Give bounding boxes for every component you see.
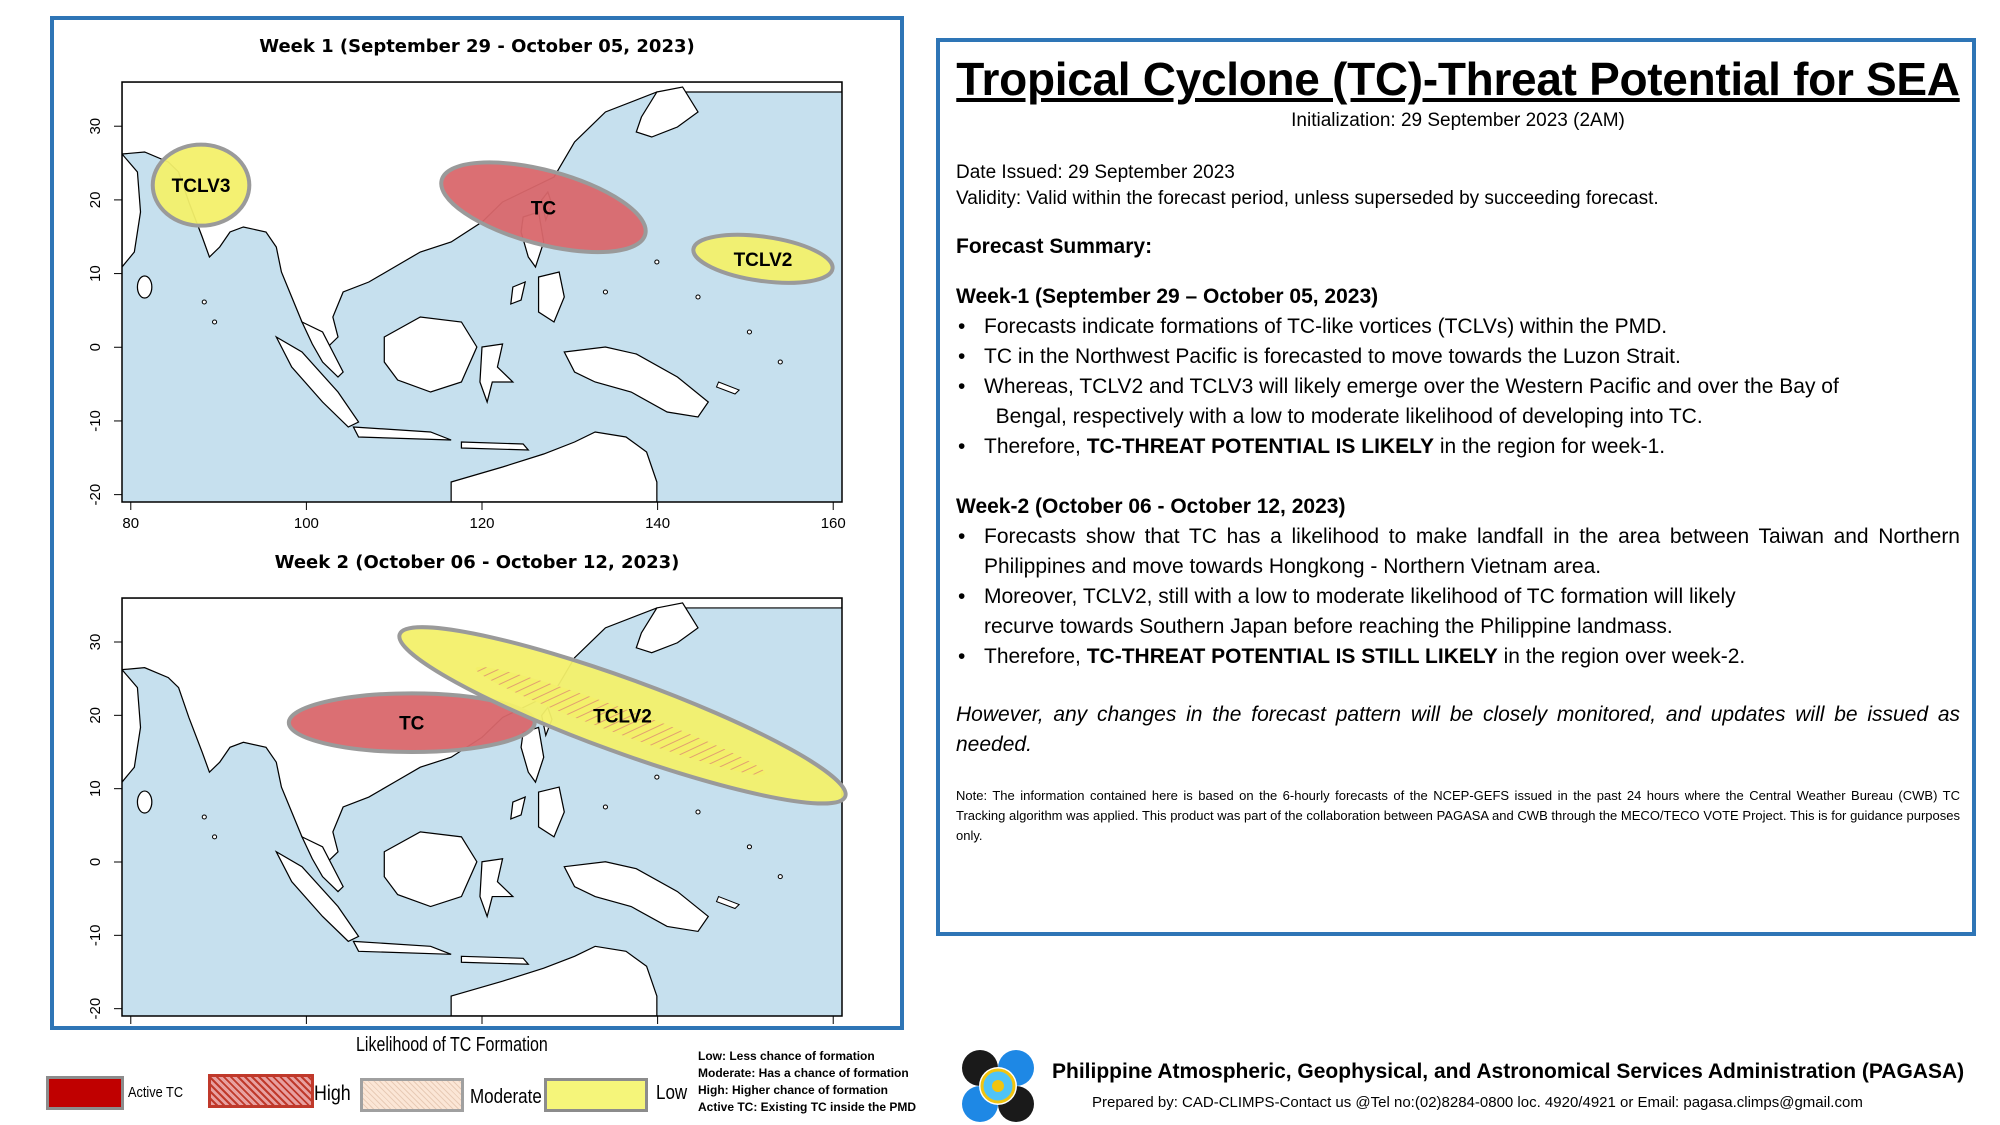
forecast-summary-heading: Forecast Summary: [956, 235, 1153, 258]
week2-bullet-3 [956, 642, 1960, 672]
y-tick-label: 10 [87, 265, 104, 282]
legend-def-moderate: Moderate: Has a chance of formation [698, 1066, 909, 1080]
x-tick-label: 100 [293, 515, 319, 532]
legend-def-active-tc: Active TC: Existing TC inside the PMD [698, 1100, 917, 1114]
week2-bullet-3-pre: Therefore, [984, 645, 1087, 668]
legend-definitions [698, 1048, 916, 1116]
legend-def-high: High: Higher chance of formation [698, 1083, 889, 1097]
legend-label-active-tc: Active TC [128, 1084, 184, 1101]
week1-bullet-3-line1: Whereas, TCLV2 and TCLV3 will likely emerge over the Western Pacific and over the Bay of [984, 375, 1839, 398]
legend-label-high: High [314, 1082, 351, 1105]
legend-swatch-moderate [360, 1078, 464, 1112]
legend-swatch-high [208, 1074, 314, 1108]
pagasa-logo [960, 1048, 1036, 1124]
date-issued: Date Issued: 29 September 2023 [956, 162, 1235, 183]
map-panel [50, 16, 904, 1030]
week2-map-title: Week 2 (October 06 - October 12, 2023) [274, 552, 680, 573]
y-tick-label: 20 [87, 191, 104, 209]
prepared-by: Prepared by: CAD-CLIMPS-Contact us @Tel no:(02)8284-0800 loc. 4920/4921 or Email: pagasa.climps@gmail.com [1092, 1094, 1863, 1111]
week1-region-tclv3-label: TCLV3 [171, 176, 231, 198]
forecast-info-panel [936, 38, 1976, 936]
week1-bullet-1: • Forecasts indicate formations of TC-like vortices (TCLVs) within the PMD. [956, 312, 1960, 342]
week1-threat-statement: TC-THREAT POTENTIAL IS LIKELY [1086, 435, 1435, 458]
x-tick-label: 80 [122, 515, 140, 532]
y-tick-label: -10 [87, 410, 104, 432]
week2-bullets [956, 522, 1960, 672]
y-tick-label: 10 [87, 780, 104, 798]
y-tick-label: 0 [87, 857, 104, 867]
y-tick-label: -20 [87, 483, 104, 506]
week1-bullet-2: • TC in the Northwest Pacific is forecasted to move towards the Luzon Strait. [956, 342, 1960, 372]
week1-bullet-3-line2: Bengal, respectively with a low to moderate likelihood of developing into TC. [995, 405, 1703, 428]
validity-text: Validity: Valid within the forecast period, unless superseded by succeeding forecast. [956, 188, 1659, 209]
y-tick-label: 30 [87, 117, 104, 135]
week2-bullet-2-line2: recurve towards Southern Japan before reaching the Philippine landmass. [984, 615, 1673, 638]
page-title: Tropical Cyclone (TC)-Threat Potential for SEA [956, 53, 1960, 105]
week2-region-tclv2-label: TCLV2 [593, 706, 652, 728]
week2-bullet-1: • Forecasts show that TC has a likelihood to make landfall in the area between Taiwan and Northern Philippines and move towards Hongkong - Northern Vietnam area. [956, 522, 1960, 582]
week2-bullet-3-post: in the region over week-2. [1497, 645, 1746, 668]
week2-bullet-2 [956, 582, 1960, 642]
week2-map [54, 566, 900, 1030]
week1-bullets [956, 312, 1960, 462]
legend [0, 1030, 940, 1125]
y-tick-label: 0 [87, 343, 104, 352]
legend-label-low: Low [656, 1082, 688, 1104]
legend-swatch-low [544, 1078, 648, 1112]
y-tick-label: 30 [87, 633, 104, 651]
week1-map [54, 50, 900, 550]
week2-region-tc-label: TC [399, 713, 425, 735]
y-tick-label: 20 [87, 706, 104, 724]
week1-map-title: Week 1 (September 29 - October 05, 2023) [259, 36, 695, 57]
week1-bullet-3 [956, 372, 1960, 432]
legend-label-moderate: Moderate [470, 1086, 542, 1108]
week1-heading: Week-1 (September 29 – October 05, 2023) [956, 285, 1379, 308]
y-tick-label: -20 [87, 997, 104, 1020]
agency-name: Philippine Atmospheric, Geophysical, and Astronomical Services Administration (PAGASA) [1052, 1060, 1965, 1083]
week2-heading: Week-2 (October 06 - October 12, 2023) [956, 495, 1346, 518]
week1-region-tclv2-label: TCLV2 [733, 249, 793, 271]
initialization-text: Initialization: 29 September 2023 (2AM) [1291, 110, 1625, 131]
week1-bullet-4-post: in the region for week-1. [1434, 435, 1666, 458]
week1-bullet-4 [956, 432, 1960, 462]
x-tick-label: 120 [469, 515, 495, 532]
week1-bullet-4-pre: Therefore, [984, 435, 1087, 458]
x-tick-label: 140 [645, 515, 671, 532]
week2-bullet-2-line1: Moreover, TCLV2, still with a low to moderate likelihood of TC formation will likely [984, 585, 1736, 608]
week2-threat-statement: TC-THREAT POTENTIAL IS STILL LIKELY [1086, 645, 1498, 668]
y-tick-label: -10 [87, 924, 104, 947]
x-tick-label: 160 [820, 515, 846, 532]
note-text: Note: The information contained here is based on the 6-hourly forecasts of the NCEP-GEFS issued in the past 24 hours where the Central Weather Bureau (CWB) TC Tracking algorithm was applied. This product was part of the collaboration between PAGASA and CWB through the MECO/TECO VOTE Project. This is for guidance purposes only. [956, 788, 1960, 843]
legend-title: Likelihood of TC Formation [356, 1034, 548, 1056]
closing-statement: However, any changes in the forecast pattern will be closely monitored, and updates will be issued as needed. [956, 703, 1960, 756]
week1-region-tc-label: TC [530, 198, 557, 220]
legend-def-low: Low: Less chance of formation [698, 1049, 875, 1063]
legend-swatch-active-tc [46, 1076, 124, 1110]
